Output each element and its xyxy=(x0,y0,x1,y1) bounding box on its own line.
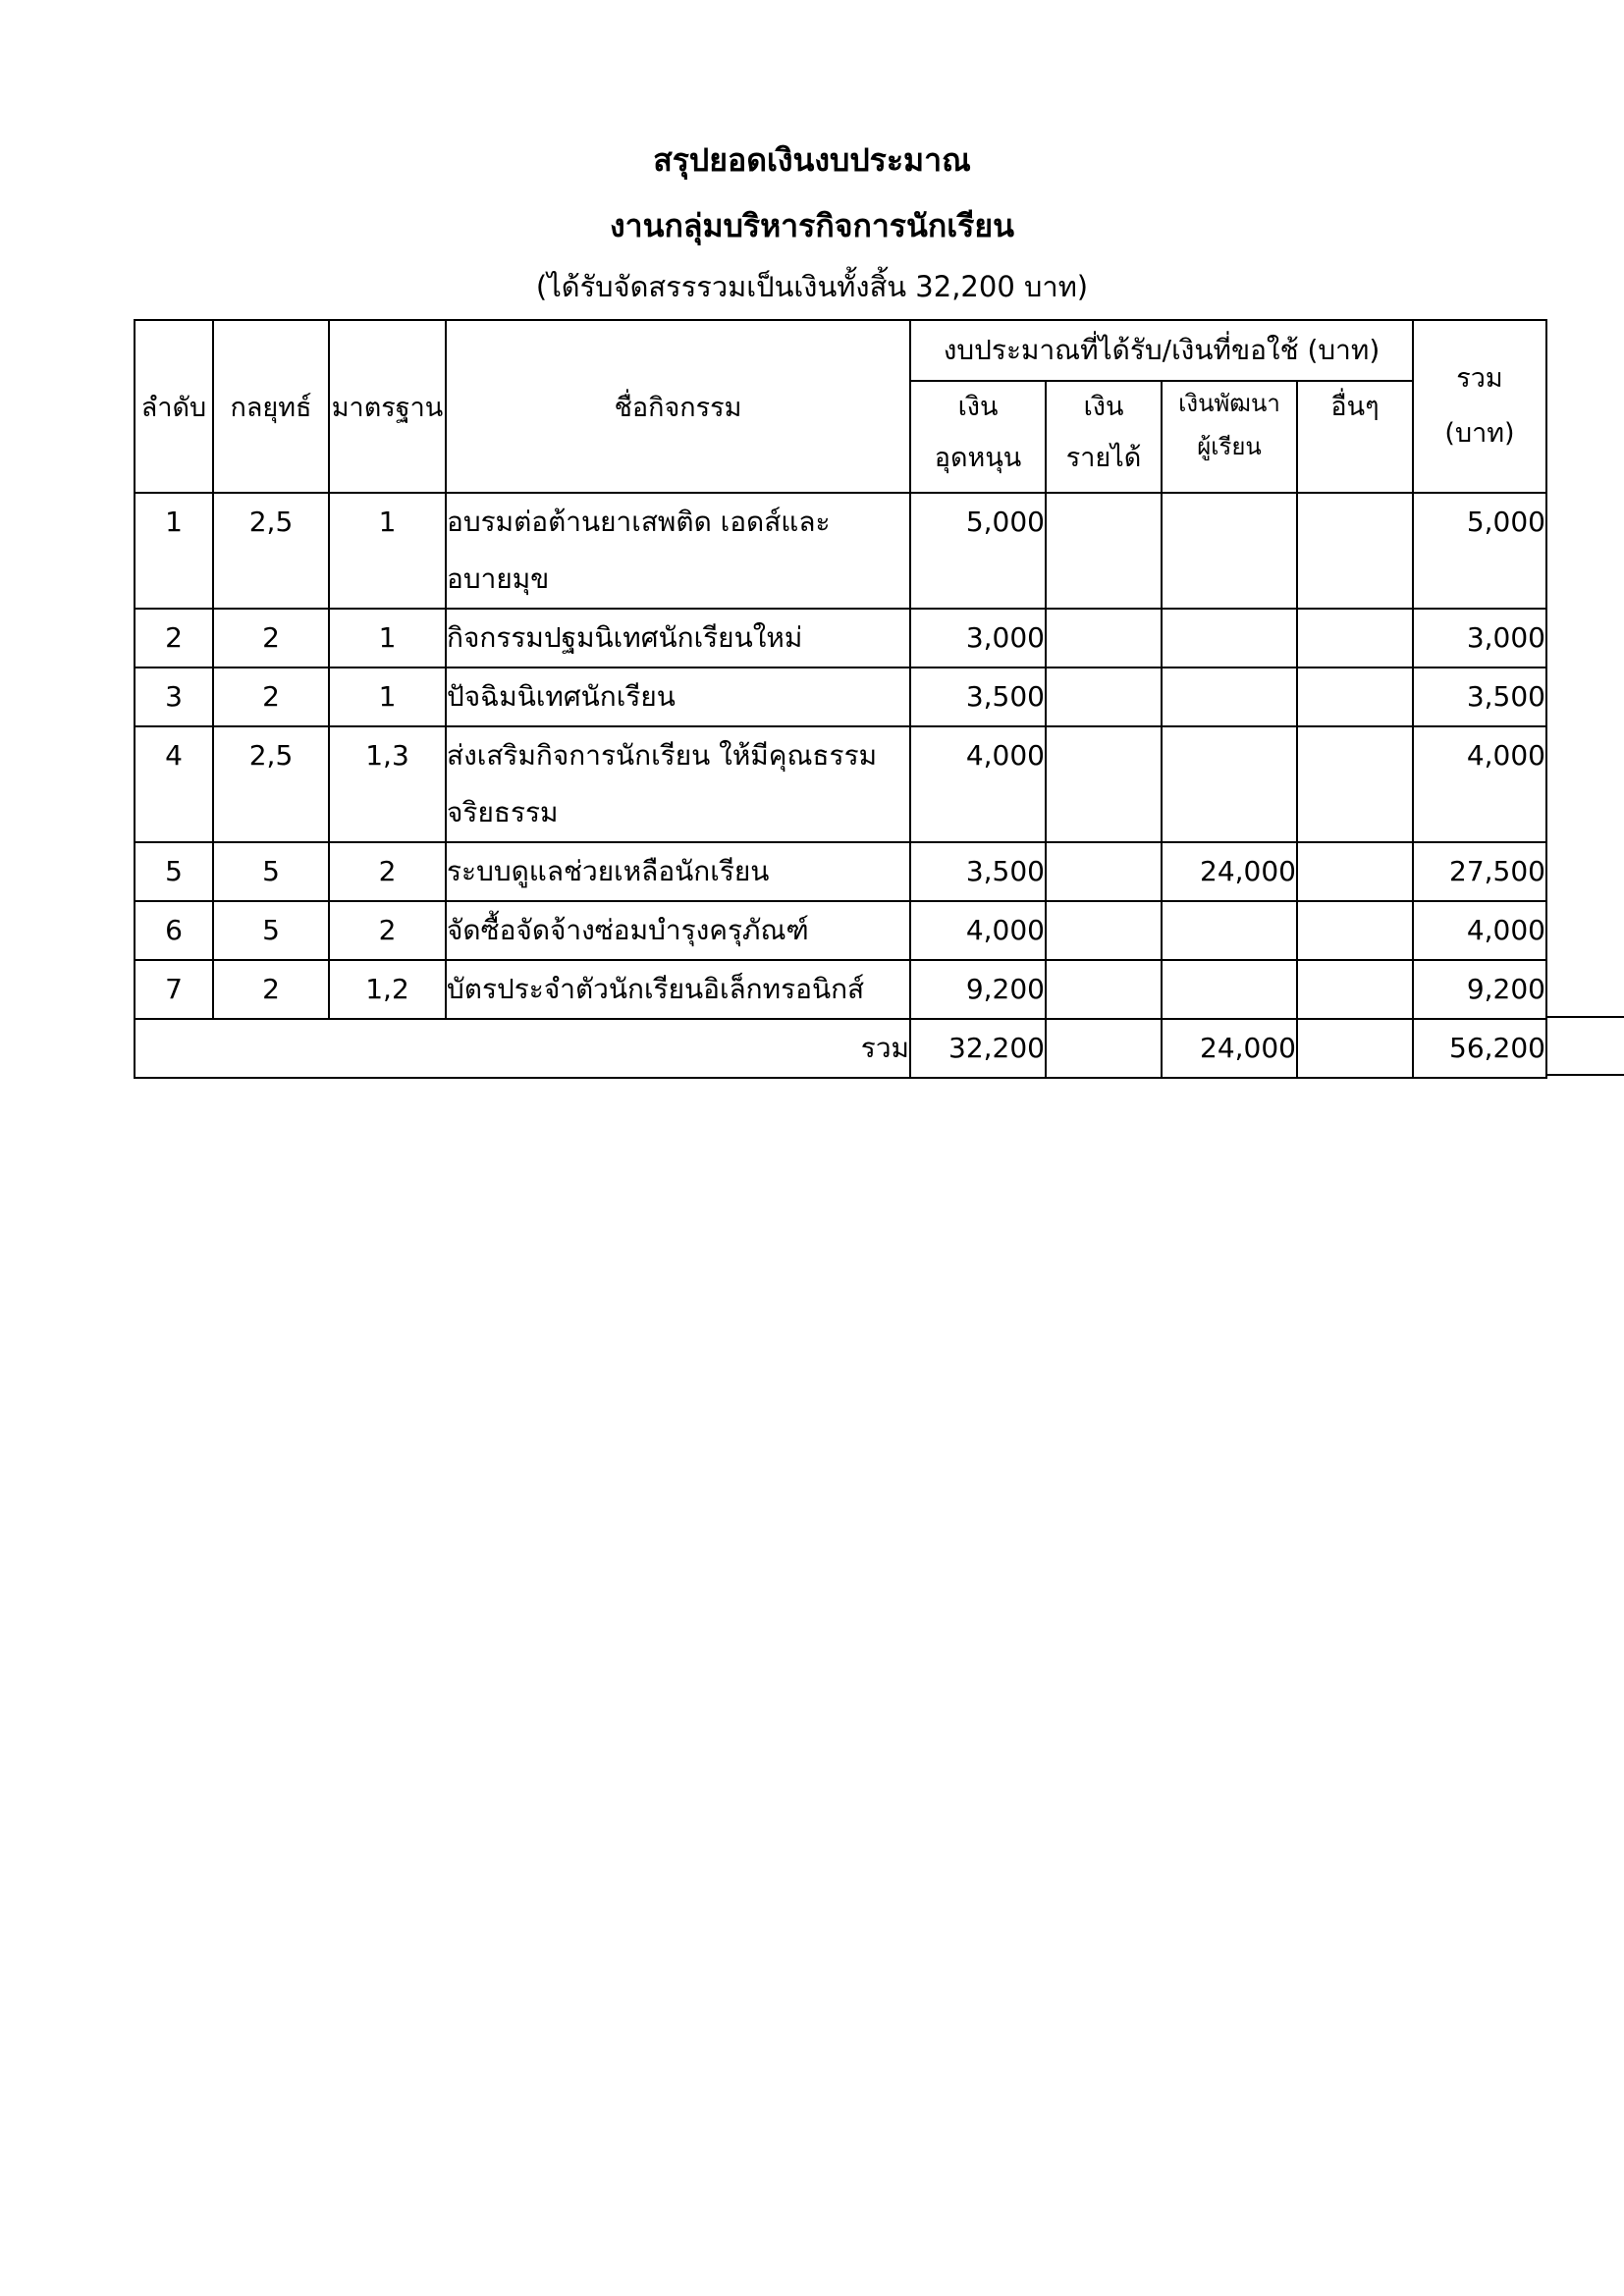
cell-standard: 1,2 xyxy=(329,960,446,1019)
header-standard: มาตรฐาน xyxy=(329,320,446,493)
cell-order: 5 xyxy=(135,842,213,901)
table-row xyxy=(135,901,1546,960)
summary-other xyxy=(1297,1019,1413,1078)
cell-income xyxy=(1046,901,1162,960)
cell-total: 4,000 xyxy=(1413,726,1546,842)
table-border-overflow xyxy=(1546,1016,1624,1076)
summary-income xyxy=(1046,1019,1162,1078)
cell-activity: กิจกรรมปฐมนิเทศนักเรียนใหม่ xyxy=(446,609,910,667)
cell-other xyxy=(1297,726,1413,842)
cell-dev xyxy=(1162,609,1297,667)
cell-total: 5,000 xyxy=(1413,493,1546,609)
cell-strategy: 2,5 xyxy=(213,726,329,842)
cell-standard: 1 xyxy=(329,609,446,667)
summary-row xyxy=(135,1019,1546,1078)
cell-other xyxy=(1297,842,1413,901)
header-subsidy xyxy=(910,381,1046,493)
header-dev-line1: เงินพัฒนา xyxy=(1178,390,1280,417)
table-row xyxy=(135,960,1546,1019)
cell-strategy: 2 xyxy=(213,609,329,667)
cell-subsidy: 3,000 xyxy=(910,609,1046,667)
cell-subsidy: 9,200 xyxy=(910,960,1046,1019)
cell-order: 3 xyxy=(135,667,213,726)
cell-other xyxy=(1297,493,1413,609)
header-income xyxy=(1046,381,1162,493)
cell-other xyxy=(1297,901,1413,960)
table-row xyxy=(135,726,1546,842)
cell-subsidy: 5,000 xyxy=(910,493,1046,609)
document-title: สรุปยอดเงินงบประมาณ xyxy=(653,141,971,179)
header-dev xyxy=(1162,381,1297,493)
cell-income xyxy=(1046,726,1162,842)
table-row xyxy=(135,493,1546,609)
cell-activity xyxy=(446,726,910,842)
cell-standard: 1,3 xyxy=(329,726,446,842)
table-row xyxy=(135,667,1546,726)
cell-dev xyxy=(1162,960,1297,1019)
cell-order: 4 xyxy=(135,726,213,842)
cell-standard: 1 xyxy=(329,493,446,609)
document-subtitle-department: งานกลุ่มบริหารกิจการนักเรียน xyxy=(610,207,1014,244)
header-income-line2: รายได้ xyxy=(1065,443,1142,473)
cell-dev xyxy=(1162,726,1297,842)
cell-activity-line1: อบรมต่อต้านยาเสพติด เอดส์และ xyxy=(447,506,831,538)
cell-subsidy: 3,500 xyxy=(910,667,1046,726)
cell-income xyxy=(1046,842,1162,901)
cell-income xyxy=(1046,960,1162,1019)
cell-strategy: 5 xyxy=(213,901,329,960)
cell-activity-line2: จริยธรรม xyxy=(447,796,559,828)
cell-total: 4,000 xyxy=(1413,901,1546,960)
cell-total: 9,200 xyxy=(1413,960,1546,1019)
cell-strategy: 2 xyxy=(213,667,329,726)
header-dev-line2: ผู้เรียน xyxy=(1197,433,1262,460)
cell-standard: 1 xyxy=(329,667,446,726)
cell-order: 7 xyxy=(135,960,213,1019)
header-total-line1: รวม xyxy=(1456,363,1503,394)
table-row xyxy=(135,609,1546,667)
header-row-1 xyxy=(135,320,1546,381)
header-order: ลำดับ xyxy=(135,320,213,493)
cell-dev: 24,000 xyxy=(1162,842,1297,901)
summary-label: รวม xyxy=(135,1019,910,1078)
cell-subsidy: 4,000 xyxy=(910,726,1046,842)
cell-standard: 2 xyxy=(329,901,446,960)
cell-activity: ปัจฉิมนิเทศนักเรียน xyxy=(446,667,910,726)
cell-standard: 2 xyxy=(329,842,446,901)
header-subsidy-line1: เงิน xyxy=(957,392,999,422)
header-strategy: กลยุทธ์ xyxy=(213,320,329,493)
summary-subsidy: 32,200 xyxy=(910,1019,1046,1078)
cell-income xyxy=(1046,667,1162,726)
cell-subsidy: 3,500 xyxy=(910,842,1046,901)
header-total-line2: (บาท) xyxy=(1444,418,1515,449)
header-income-line1: เงิน xyxy=(1083,392,1124,422)
cell-order: 1 xyxy=(135,493,213,609)
cell-dev xyxy=(1162,901,1297,960)
cell-total: 3,500 xyxy=(1413,667,1546,726)
cell-order: 6 xyxy=(135,901,213,960)
cell-activity-line1: ส่งเสริมกิจการนักเรียน ให้มีคุณธรรม xyxy=(447,739,878,772)
summary-dev: 24,000 xyxy=(1162,1019,1297,1078)
cell-strategy: 5 xyxy=(213,842,329,901)
summary-total: 56,200 xyxy=(1413,1019,1546,1078)
cell-strategy: 2 xyxy=(213,960,329,1019)
header-budget-group: งบประมาณที่ได้รับ/เงินที่ขอใช้ (บาท) xyxy=(910,320,1413,381)
cell-other xyxy=(1297,667,1413,726)
header-total xyxy=(1413,320,1546,493)
header-activity: ชื่อกิจกรรม xyxy=(446,320,910,493)
cell-activity: จัดซื้อจัดจ้างซ่อมบำรุงครุภัณฑ์ xyxy=(446,901,910,960)
cell-dev xyxy=(1162,493,1297,609)
cell-income xyxy=(1046,493,1162,609)
cell-other xyxy=(1297,609,1413,667)
cell-order: 2 xyxy=(135,609,213,667)
allocation-note: (ได้รับจัดสรรรวมเป็นเงินทั้งสิ้น 32,200 บาท) xyxy=(535,270,1089,303)
cell-income xyxy=(1046,609,1162,667)
cell-total: 27,500 xyxy=(1413,842,1546,901)
cell-activity-line2: อบายมุข xyxy=(447,562,550,595)
table-row xyxy=(135,842,1546,901)
cell-dev xyxy=(1162,667,1297,726)
cell-activity: ระบบดูแลช่วยเหลือนักเรียน xyxy=(446,842,910,901)
cell-activity: บัตรประจำตัวนักเรียนอิเล็กทรอนิกส์ xyxy=(446,960,910,1019)
cell-subsidy: 4,000 xyxy=(910,901,1046,960)
cell-activity xyxy=(446,493,910,609)
header-subsidy-line2: อุดหนุน xyxy=(934,443,1022,473)
cell-strategy: 2,5 xyxy=(213,493,329,609)
cell-other xyxy=(1297,960,1413,1019)
header-other: อื่นๆ xyxy=(1297,381,1413,493)
budget-table xyxy=(134,319,1547,1079)
cell-total: 3,000 xyxy=(1413,609,1546,667)
